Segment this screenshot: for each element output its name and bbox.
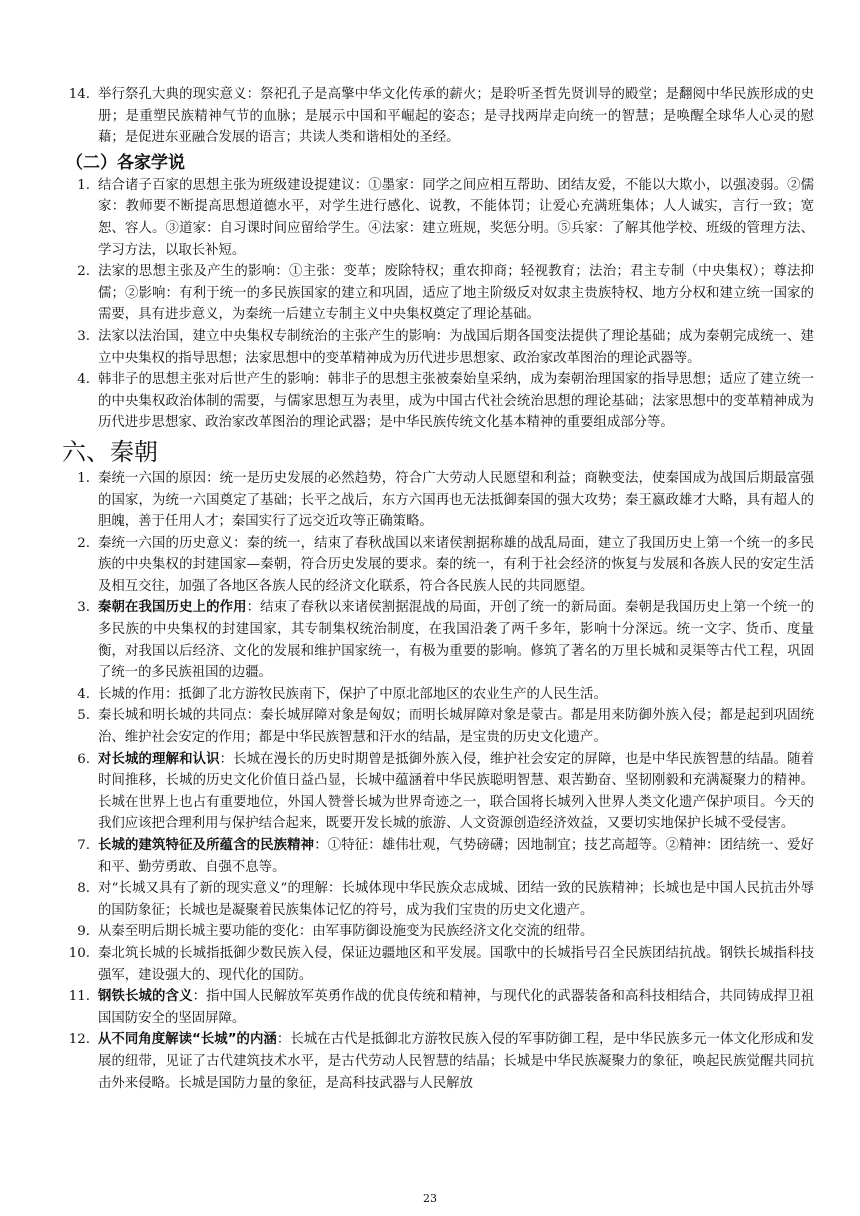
list-item: [62, 468, 814, 533]
item-bold-title: 对长城的理解和认识: [98, 751, 220, 767]
item-text: 秦统一六国的原因：统一是历史发展的必然趋势，符合广大劳动人民愿望和利益；商鞅变法，使秦国成为战国后期最富强的国家，为统一六国奠定了基础；长平之战后，东方六国再也无法抵御秦国的强大攻势；秦王嬴政雄才大略，具有超人的胆魄，善于任用人才；秦国实行了远交近攻等正确策略。: [98, 470, 814, 530]
item-bold-title: 长城的建筑特征及所蕴含的民族精神: [98, 838, 315, 853]
item-bold-title: 钢铁长城的含义: [98, 989, 193, 1005]
list-item: [62, 1029, 814, 1094]
numbered-list: [62, 84, 814, 149]
list-item: [62, 175, 814, 261]
item-number: 6.: [77, 751, 90, 767]
item-bold-title: 秦朝在我国历史上的作用: [98, 600, 247, 616]
item-text: 举行祭孔大典的现实意义：祭祀孔子是高擎中华文化传承的薪火；是聆听圣哲先贤训导的殿堂；是翻阅中华民族形成的史册；是重塑民族精神气节的血脉；是展示中国和平崛起的姿态；是寻找两岸走向统一的智慧；是唤醒全球华人心灵的慰藉；是促进东亚融合发展的语言；共读人类和谐相处的圣经。: [98, 87, 814, 146]
list-item: [62, 84, 814, 149]
item-text: ：长城在古代是抵御北方游牧民族入侵的军事防御工程，是中华民族多元一体文化形成和发展的纽带，见证了古代建筑技术水平，是古代劳动人民智慧的结晶；长城是中华民族凝聚力的象征，唤起民族觉醒共同抗击外来侵略。长城是国防力量的象征，是高科技武器与人民解放: [98, 1032, 814, 1091]
list-item: [62, 533, 814, 598]
item-text: ：结束了春秋以来诸侯割据混战的局面，开创了统一的新局面。秦朝是我国历史上第一个统一的多民族的中央集权的封建国家，其专制集权统治制度，在我国沿袭了两千多年，影响十分深远。统一文字、货币、度量衡，对我国以后经济、文化的发展和维护国家统一，有极为重要的影响。修筑了著名的万里长城和灵渠等古代工程，巩固了统一的多民族祖国的边疆。: [98, 600, 815, 681]
list-item: [62, 921, 814, 943]
item-text: 法家以法治国，建立中央集权专制统治的主张产生的影响：为战国后期各国变法提供了理论基础；成为秦朝完成统一、建立中央集权的指导思想；法家思想中的变革精神成为历代进步思想家、政治家改革图治的理论武器等。: [98, 328, 814, 366]
item-text: 结合诸子百家的思想主张为班级建设提建议：①墨家：同学之间应相互帮助、团结友爱，不能以大欺小，以强凌弱。②儒家：教师要不断提高思想道德水平，对学生进行感化、说教，不能体罚；让爱心充满班集体；人人诚实，言行一致；宽恕、容人。③道家：自习课时间应留给学生。④法家：建立班规，奖惩分明。⑤兵家：了解其他学校、班级的管理方法、学习方法，以取长补短。: [98, 177, 814, 258]
list-item: [62, 326, 814, 369]
item-number: 4.: [77, 686, 90, 702]
list-item: [62, 369, 814, 434]
item-text: ：长城在漫长的历史时期曾是抵御外族入侵，维护社会安定的屏障，也是中华民族智慧的结晶。随着时间推移，长城的历史文化价值日益凸显，长城中蕴涵着中华民族聪明智慧、艰苦勤奋、坚韧刚毅和充满凝聚力的精神。长城在世界上也占有重要地位，外国人赞誉长城为世界奇迹之一，联合国将长城列入世界人类文化遗产保护项目。今天的我们应该把合理利用与保护结合起来，既要开发长城的旅游、人文资源创造经济效益，又要切实地保护长城不受侵害。: [98, 751, 815, 832]
item-number: 4.: [77, 372, 90, 388]
list-item: [62, 749, 814, 835]
item-text: 韩非子的思想主张对后世产生的影响：韩非子的思想主张被秦始皇采纳，成为秦朝治理国家的指导思想；适应了建立统一的中央集权政治体制的需要，与儒家思想互为表里，成为中国古代社会统治思想的理论基础；法家思想中的变革精神成为历代进步思想家、政治家改革图治的理论武器；是中华民族传统文化基本精神的重要组成部分等。: [98, 372, 814, 431]
item-text: 秦北筑长城的长城指抵御少数民族入侵，保证边疆地区和平发展。国歌中的长城指号召全民族团结抗战。钢铁长城指科技强军，建设强大的、现代化的国防。: [98, 945, 814, 983]
item-number: 1.: [77, 470, 90, 486]
item-text: 法家的思想主张及产生的影响：①主张：变革；废除特权；重农抑商；轻视教育；法治；君主专制（中央集权）；尊法抑儒；②影响：有利于统一的多民族国家的建立和巩固，适应了地主阶级反对奴隶主贵族特权、地方分权和建立统一国家的需要，具有进步意义，为秦统一后建立专制主义中央集权奠定了理论基础。: [98, 264, 814, 323]
item-number: 10.: [68, 945, 90, 961]
item-number: 9.: [77, 924, 90, 940]
item-number: 2.: [77, 264, 90, 280]
list-item: [62, 835, 814, 878]
item-text: ：①特征：雄伟壮观，气势磅礴；因地制宜；技艺高超等。②精神：团结统一、爱好和平、勤劳勇敢、自强不息等。: [98, 838, 814, 875]
item-text: 长城的作用：抵御了北方游牧民族南下，保护了中原北部地区的农业生产的人民生活。: [98, 686, 607, 702]
list-item: [62, 878, 814, 921]
item-text: 秦统一六国的历史意义：秦的统一，结束了春秋战国以来诸侯割据称雄的战乱局面，建立了我国历史上第一个统一的多民族的中央集权的封建国家—秦朝，符合历史发展的要求。秦的统一，有利于社会经济的恢复与发展和各族人民的安定生活及相互交往，加强了各地区各族人民的经济文化联系，符合各民族人民的共同愿望。: [98, 535, 814, 594]
item-number: 12.: [68, 1032, 90, 1048]
item-number: 3.: [77, 328, 90, 344]
numbered-list: [62, 175, 814, 434]
section-heading: （二）各家学说: [66, 152, 185, 173]
item-number: 2.: [77, 535, 90, 551]
item-text: 对“长城又具有了新的现实意义”的理解：长城体现中华民族众志成城、团结一致的民族精神；长城也是中国人民抗击外辱的国防象征；长城也是凝聚着民族集体记忆的符号，成为我们宝贵的历史文化遗产。: [98, 881, 814, 918]
list-item: [62, 597, 814, 683]
list-item: [62, 986, 814, 1029]
item-number: 8.: [77, 881, 90, 897]
item-number: 7.: [77, 838, 90, 853]
item-number: 3.: [77, 600, 90, 616]
item-number: 1.: [77, 177, 90, 193]
list-item: [62, 943, 814, 986]
item-text: ：指中国人民解放军英勇作战的优良传统和精神，与现代化的武器装备和高科技相结合，共同铸成捍卫祖国国防安全的坚固屏障。: [98, 989, 815, 1026]
item-number: 11.: [68, 989, 90, 1005]
item-bold-title: 从不同角度解读“长城”的内涵: [98, 1032, 277, 1048]
list-item: [62, 261, 814, 326]
numbered-list: [62, 468, 814, 1094]
list-item: [62, 684, 814, 706]
page-number: 23: [423, 1192, 437, 1205]
section-heading: 六、秦朝: [62, 437, 158, 466]
item-number: 14.: [68, 87, 90, 102]
item-text: 秦长城和明长城的共同点：秦长城屏障对象是匈奴；而明长城屏障对象是蒙古。都是用来防御外族入侵；都是起到巩固统治、维护社会安定的作用；都是中华民族智慧和汗水的结晶，是宝贵的历史文化遗产。: [98, 708, 814, 746]
item-number: 5.: [77, 708, 90, 724]
list-item: [62, 705, 814, 748]
document-body: [62, 84, 814, 1094]
item-text: 从秦至明后期长城主要功能的变化：由军事防御设施变为民族经济文化交流的纽带。: [98, 924, 594, 940]
